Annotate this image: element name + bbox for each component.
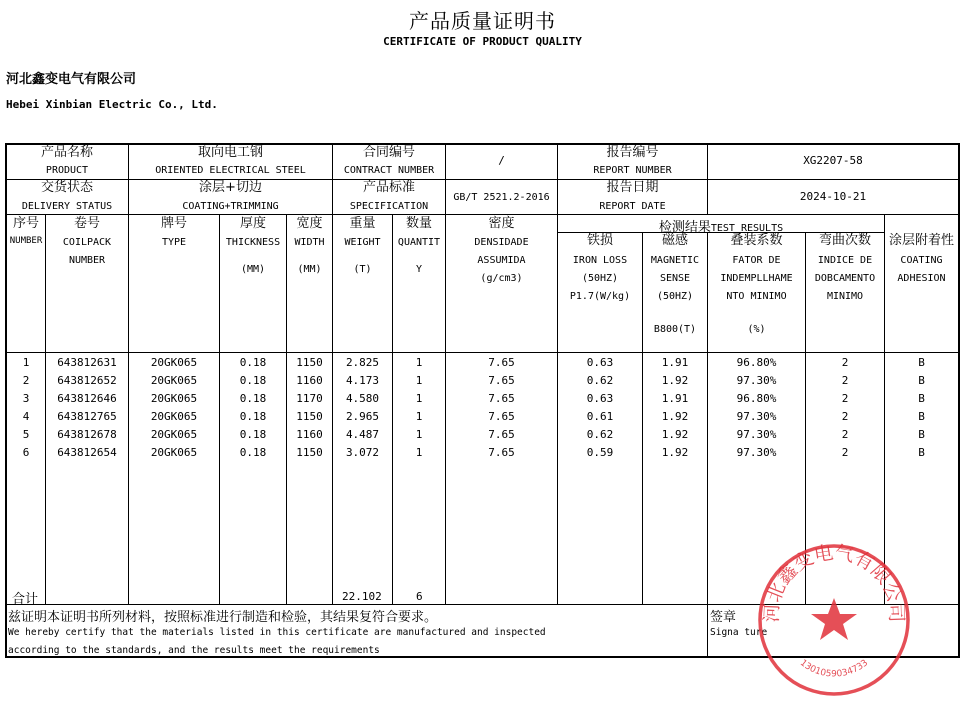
col-coil-cn: 卷号 [73, 216, 100, 231]
seal-code: 1301059034733 [797, 658, 871, 680]
col-density-en2: ASSUMIDA [477, 255, 526, 266]
company-name-en: Hebei Xinbian Electric Co., Ltd. [6, 98, 218, 111]
cell-thick: 0.18 [239, 410, 267, 423]
cell-width: 1150 [296, 446, 323, 459]
col-weight-en: WEIGHT [344, 237, 381, 248]
date-label-cn: 报告日期 [606, 180, 659, 195]
col-mag-en3: (50HZ) [656, 291, 694, 302]
col-iron-en2: (50HZ) [581, 273, 619, 284]
col-iron-en: IRON LOSS [572, 255, 628, 266]
cell-coil: 643812678 [57, 428, 117, 441]
cell-bend: 2 [841, 374, 849, 387]
grid-hline [6, 214, 959, 215]
certification-cn: 兹证明本证明书所列材料，按照标准进行制造和检验，其结果复符合要求。 [8, 610, 438, 625]
cell-bend: 2 [841, 446, 849, 459]
cell-bend: 2 [841, 428, 849, 441]
col-no-cn: 序号 [12, 216, 39, 231]
cell-coil: 643812654 [57, 446, 117, 459]
cell-no: 2 [22, 374, 30, 387]
col-bend-en2: DOBCAMENTO [814, 273, 876, 284]
cell-dens: 7.65 [488, 410, 515, 423]
col-density-en: DENSIDADE [474, 237, 529, 248]
col-bend-en: INDICE DE [817, 255, 873, 266]
col-type-en: TYPE [161, 237, 187, 248]
cell-thick: 0.18 [239, 428, 267, 441]
cell-type: 20GK065 [150, 446, 198, 459]
cell-coat: B [918, 374, 925, 387]
cell-weight: 2.965 [345, 410, 380, 423]
page-subtitle: CERTIFICATE OF PRODUCT QUALITY [383, 35, 582, 48]
cell-no: 6 [22, 446, 30, 459]
cell-width: 1170 [296, 392, 323, 405]
product-label-cn: 产品名称 [40, 145, 93, 160]
col-mag-en: MAGNETIC [650, 255, 700, 266]
cell-bend: 2 [841, 410, 849, 423]
cell-bend: 2 [841, 356, 849, 369]
col-width-en: WIDTH [294, 237, 325, 248]
date-value: 2024-10-21 [799, 190, 867, 203]
col-thick-cn: 厚度 [239, 216, 266, 231]
cell-dens: 7.65 [488, 392, 515, 405]
report-label-en: REPORT NUMBER [593, 165, 672, 176]
total-label: 合计 [12, 592, 39, 607]
cell-weight: 4.487 [345, 428, 380, 441]
company-seal [752, 540, 916, 696]
cell-coil: 643812765 [57, 410, 117, 423]
cell-stack: 96.80% [736, 356, 777, 369]
product-value-cn: 取向电工钢 [197, 145, 263, 160]
col-coil-en2: NUMBER [68, 255, 106, 266]
col-no-en: NUMBER [9, 236, 43, 246]
grid-hline [6, 352, 959, 353]
cell-iron: 0.63 [586, 392, 614, 405]
report-value: XG2207-58 [803, 154, 863, 167]
cell-thick: 0.18 [239, 392, 267, 405]
cell-thick: 0.18 [239, 374, 267, 387]
contract-value: / [498, 154, 505, 167]
delivery-value-cn: 涂层+切边 [199, 180, 262, 195]
col-iron-cn: 铁损 [586, 233, 613, 248]
col-width-unit: (MM) [297, 264, 322, 275]
cell-coat: B [918, 356, 925, 369]
grid-vline [128, 214, 129, 604]
col-mag-en4: B800(T) [653, 324, 697, 335]
col-iron-en3: P1.7(W/kg) [569, 291, 631, 302]
cell-qty: 1 [415, 410, 423, 423]
cell-iron: 0.59 [586, 446, 614, 459]
cell-mag: 1.92 [661, 374, 689, 387]
col-qty-en: QUANTIT [397, 237, 441, 248]
cell-coil: 643812631 [57, 356, 117, 369]
cell-iron: 0.62 [586, 428, 614, 441]
cell-mag: 1.92 [661, 410, 689, 423]
cell-weight: 4.173 [345, 374, 380, 387]
product-value-en: ORIENTED ELECTRICAL STEEL [155, 165, 306, 176]
cell-stack: 96.80% [736, 392, 777, 405]
cell-no: 4 [22, 410, 30, 423]
cell-thick: 0.18 [239, 446, 267, 459]
grid-vline [45, 214, 46, 604]
cell-iron: 0.63 [586, 356, 614, 369]
contract-label-cn: 合同编号 [362, 145, 415, 160]
certification-en-line2: according to the standards, and the results meet the requirements [8, 645, 380, 656]
col-stack-en2: INDEMPLLHAME [720, 273, 793, 284]
col-density-cn: 密度 [488, 216, 515, 231]
col-type-cn: 牌号 [160, 216, 187, 231]
date-label-en: REPORT DATE [599, 201, 666, 212]
signature-label-en: Signa ture [710, 627, 768, 638]
col-bend-en3: MINIMO [826, 291, 864, 302]
col-stack-en3: NTO MINIMO [726, 291, 787, 302]
cell-width: 1150 [296, 356, 323, 369]
cell-weight: 2.825 [345, 356, 380, 369]
col-mag-cn: 磁感 [661, 233, 688, 248]
col-stack-cn: 叠装系数 [730, 233, 783, 248]
cell-iron: 0.62 [586, 374, 614, 387]
cell-type: 20GK065 [150, 374, 198, 387]
signature-label-cn: 签章 [710, 610, 737, 625]
cell-type: 20GK065 [150, 356, 198, 369]
col-coat-cn: 涂层附着性 [888, 233, 954, 248]
col-density-unit: (g/cm3) [480, 273, 523, 284]
cell-width: 1160 [296, 428, 323, 441]
seal-star-icon [811, 598, 857, 640]
cell-dens: 7.65 [488, 428, 515, 441]
cell-type: 20GK065 [150, 392, 198, 405]
cell-coat: B [918, 428, 925, 441]
delivery-value-en: COATING+TRIMMING [182, 201, 279, 212]
cell-width: 1150 [296, 410, 323, 423]
col-mag-en2: SENSE [659, 273, 691, 284]
cell-qty: 1 [415, 446, 423, 459]
cell-qty: 1 [415, 428, 423, 441]
spec-value: GB/T 2521.2-2016 [453, 192, 550, 203]
delivery-label-cn: 交货状态 [40, 180, 93, 195]
col-weight-unit: (T) [353, 264, 372, 275]
col-coil-en: COILPACK [62, 237, 112, 248]
cell-coil: 643812652 [57, 374, 117, 387]
cell-qty: 1 [415, 392, 423, 405]
cell-weight: 3.072 [345, 446, 380, 459]
product-label-en: PRODUCT [45, 165, 89, 176]
cell-dens: 7.65 [488, 374, 515, 387]
col-bend-cn: 弯曲次数 [818, 233, 871, 248]
test-results-en: TEST RESULTS [710, 223, 784, 234]
col-qty-cn: 数量 [405, 216, 432, 231]
cell-stack: 97.30% [736, 374, 777, 387]
page-title: 产品质量证明书 [409, 9, 556, 33]
cell-dens: 7.65 [488, 356, 515, 369]
test-results-cn: 检测结果 [658, 220, 711, 235]
cell-dens: 7.65 [488, 446, 515, 459]
contract-label-en: CONTRACT NUMBER [343, 165, 435, 176]
company-name-cn: 河北鑫变电气有限公司 [6, 72, 137, 87]
cell-bend: 2 [841, 392, 849, 405]
cell-no: 1 [22, 356, 30, 369]
cell-mag: 1.92 [661, 428, 689, 441]
seal-text: 河北鑫变电气有限公司 [760, 541, 908, 623]
cell-qty: 1 [415, 356, 423, 369]
certification-en-line1: We hereby certify that the materials listed in this certificate are manufactured and inspected [8, 627, 546, 638]
col-stack-unit: (%) [747, 324, 766, 335]
cell-type: 20GK065 [150, 428, 198, 441]
col-coat-en2: ADHESION [897, 273, 946, 284]
cell-stack: 97.30% [736, 446, 777, 459]
cell-no: 5 [22, 428, 30, 441]
col-stack-en: FATOR DE [732, 255, 781, 266]
delivery-label-en: DELIVERY STATUS [21, 201, 113, 212]
cell-qty: 1 [415, 374, 423, 387]
col-width-cn: 宽度 [296, 216, 323, 231]
cell-stack: 97.30% [736, 428, 777, 441]
cell-type: 20GK065 [150, 410, 198, 423]
cell-width: 1160 [296, 374, 323, 387]
cell-iron: 0.61 [586, 410, 614, 423]
spec-label-en: SPECIFICATION [349, 201, 429, 212]
col-thick-unit: (MM) [240, 264, 266, 275]
report-label-cn: 报告编号 [606, 145, 659, 160]
cell-coat: B [918, 410, 925, 423]
col-coat-en: COATING [900, 255, 943, 266]
grid-vline [707, 604, 708, 657]
total-qty: 6 [416, 590, 423, 603]
cell-weight: 4.580 [345, 392, 380, 405]
col-weight-cn: 重量 [349, 216, 376, 231]
cell-mag: 1.91 [661, 356, 689, 369]
spec-label-cn: 产品标准 [362, 180, 415, 195]
total-weight: 22.102 [342, 590, 382, 603]
cell-stack: 97.30% [736, 410, 777, 423]
cell-coat: B [918, 392, 925, 405]
cell-no: 3 [22, 392, 30, 405]
cell-coat: B [918, 446, 925, 459]
cell-mag: 1.92 [661, 446, 689, 459]
cell-thick: 0.18 [239, 356, 267, 369]
cell-coil: 643812646 [57, 392, 117, 405]
col-qty-en2: Y [415, 264, 423, 275]
cell-mag: 1.91 [661, 392, 689, 405]
col-thick-en: THICKNESS [225, 237, 281, 248]
